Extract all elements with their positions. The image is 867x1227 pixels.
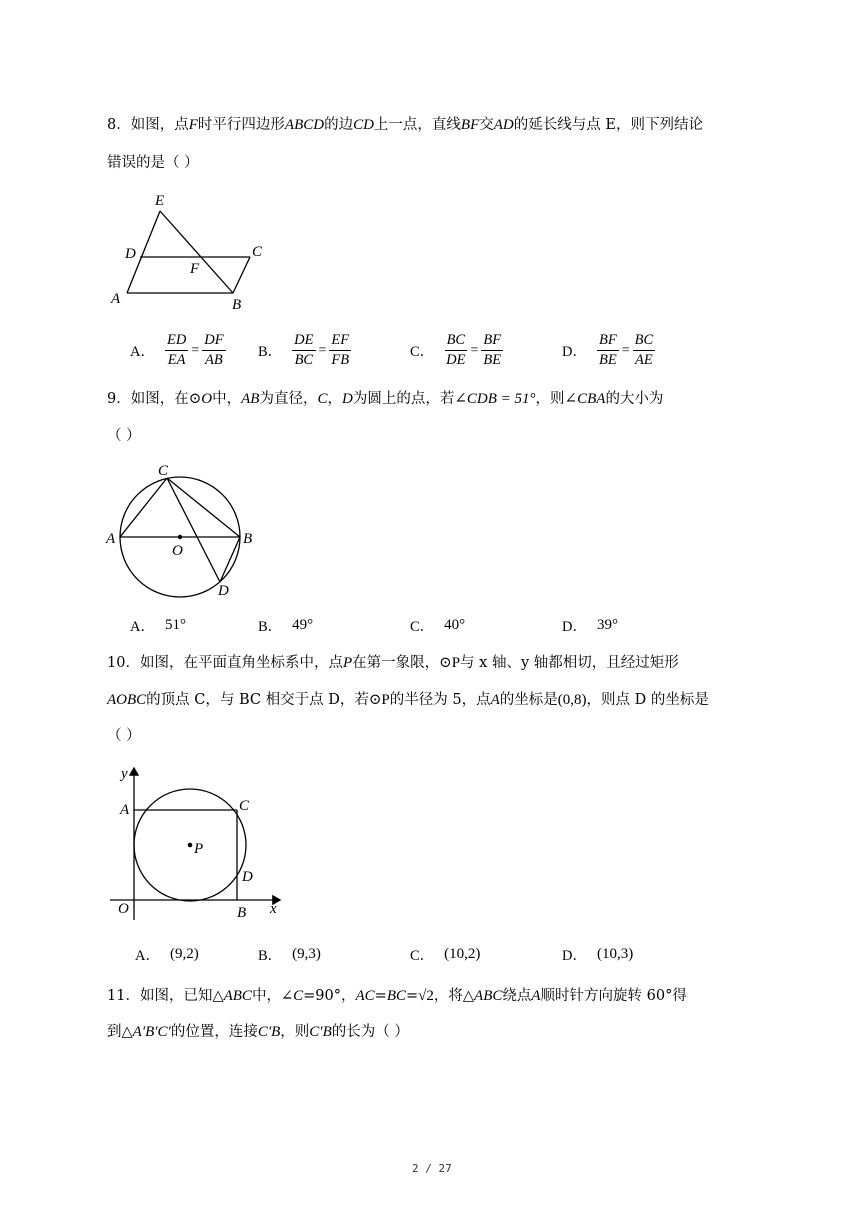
- label-c: C: [252, 244, 263, 260]
- label-d: D: [242, 869, 253, 885]
- label-b: B: [243, 531, 253, 547]
- label-f: F: [190, 261, 200, 277]
- q10-stem-line2: AOBC的顶点 C，与 BC 相交于点 D，若⊙P的半径为 5，点A的坐标是(0,8)，则点 D 的坐标是: [107, 692, 709, 708]
- page-number: 2 / 27: [412, 1162, 452, 1175]
- q8-stem-line1: 8．如图，点F时平行四边形ABCD的边CD上一点，直线BF交AD的延长线与点 E，则下列结论: [107, 117, 703, 133]
- label-d: D: [125, 246, 136, 262]
- q8-option-c[interactable]: C． $\frac{BC}{DE}$ = $\frac{BF}{BE}$: [410, 332, 502, 368]
- segment-cb: [233, 257, 250, 293]
- point-p: [188, 843, 193, 848]
- q11-stem-line2: 到△A′B′C′的位置，连接C′B，则C′B的长为（ ）: [107, 1024, 409, 1040]
- q8-option-b[interactable]: B． $\frac{DE}{BC}$ = $\frac{EF}{FB}$: [258, 332, 350, 368]
- q8-stem-line2: 错误的是（ ）: [107, 155, 199, 171]
- q10-figure: [105, 760, 290, 925]
- segment-eb: [160, 211, 233, 293]
- label-p: P: [194, 841, 204, 857]
- q10-stem-line1: 10．如图，在平面直角坐标系中，点P在第一象限，⊙P与 x 轴、y 轴都相切，且经过矩形: [107, 655, 679, 671]
- label-a: A: [111, 291, 121, 307]
- q8-figure: [105, 185, 285, 315]
- label-x: x: [270, 901, 277, 917]
- q9-stem-line2: （ ）: [107, 428, 141, 444]
- q10-option-c[interactable]: C． (10,2): [410, 946, 481, 964]
- label-c: C: [239, 798, 250, 814]
- label-b: B: [232, 297, 242, 313]
- q9-stem-line1: 9．如图，在⊙O中，AB为直径，C，D为圆上的点，若∠CDB = 51°，则∠CBA的大小为: [107, 391, 664, 407]
- q9-option-d[interactable]: D． 39°: [562, 617, 618, 635]
- q8-option-a[interactable]: A． $\frac{ED}{EA}$ = $\frac{DF}{AB}$: [130, 332, 224, 368]
- label-y: y: [121, 766, 128, 782]
- label-c: C: [158, 463, 169, 479]
- q10-stem-line3: （ ）: [107, 728, 141, 744]
- q10-option-a[interactable]: A． (9,2): [135, 946, 199, 964]
- label-a: A: [120, 802, 130, 818]
- label-d: D: [218, 583, 229, 599]
- segment-db: [220, 537, 240, 582]
- label-o: O: [118, 901, 129, 917]
- label-o: O: [172, 543, 183, 559]
- segment-cb: [167, 478, 240, 537]
- center-dot: [178, 535, 182, 539]
- q10-option-d[interactable]: D． (10,3): [562, 946, 634, 964]
- label-a: A: [106, 531, 116, 547]
- q9-option-a[interactable]: A． 51°: [130, 617, 186, 635]
- label-e: E: [155, 193, 165, 209]
- q10-option-b[interactable]: B． (9,3): [258, 946, 321, 964]
- q9-option-b[interactable]: B． 49°: [258, 617, 314, 635]
- q9-figure: [100, 455, 270, 605]
- label-b: B: [237, 905, 247, 921]
- q9-option-c[interactable]: C． 40°: [410, 617, 466, 635]
- segment-cd: [167, 478, 220, 582]
- q11-stem-line1: 11．如图，已知△ABC中，∠C=90°，AC=BC=√2，将△ABC绕点A顺时针方向旋转 60°得: [107, 988, 687, 1004]
- q8-option-d[interactable]: D． $\frac{BF}{BE}$ = $\frac{BC}{AE}$: [562, 332, 654, 368]
